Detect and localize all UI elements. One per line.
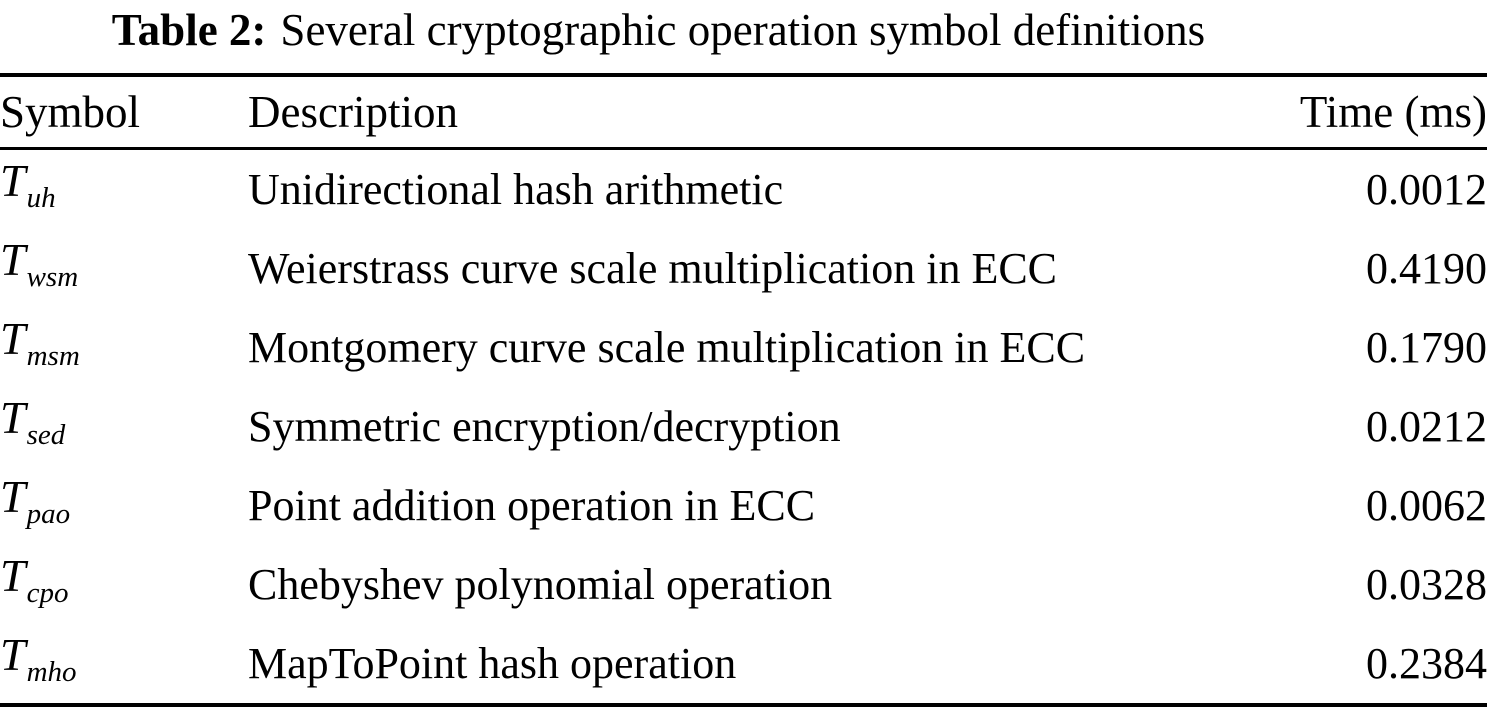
table-row [0,466,1487,545]
header-time: Time (ms) [1247,75,1487,149]
symbol-base: T [0,550,26,601]
time-cell: 0.0328 [1366,559,1487,609]
symbol-base: T [0,313,26,364]
symbol-base: T [0,629,26,680]
crypto-operations-table [0,73,1487,707]
time-cell: 0.0062 [1366,480,1487,530]
symbol-subscript: uh [26,182,56,214]
time-cell: 0.4190 [1366,243,1487,293]
symbol-cell [0,229,248,308]
symbol-cell [0,149,248,230]
header-description: Description [248,75,1247,149]
symbol-subscript: pao [26,498,71,530]
symbol-cell [0,466,248,545]
table-row [0,545,1487,624]
description-cell: Weierstrass curve scale multiplication in ECC [248,243,1058,293]
symbol-subscript: sed [26,419,66,451]
description-cell: Unidirectional hash arithmetic [248,164,784,214]
symbol-base: T [0,234,26,285]
table-row [0,229,1487,308]
table-row [0,624,1487,705]
description-cell: Montgomery curve scale multiplication in ECC [248,322,1086,372]
table-caption-text: Several cryptographic operation symbol definitions [280,5,1206,55]
table-caption [0,0,1487,57]
table-row [0,308,1487,387]
symbol-subscript: wsm [26,261,79,293]
description-cell: Point addition operation in ECC [248,480,816,530]
symbol-cell [0,308,248,387]
time-cell: 0.2384 [1366,638,1487,688]
description-cell: MapToPoint hash operation [248,638,737,688]
symbol-subscript: mho [26,656,77,688]
table-row [0,149,1487,230]
time-cell: 0.0212 [1366,401,1487,451]
symbol-cell [0,387,248,466]
symbol-cell [0,624,248,705]
symbol-subscript: msm [26,340,80,372]
symbol-base: T [0,155,26,206]
time-cell: 0.0012 [1366,164,1487,214]
table-row [0,387,1487,466]
symbol-base: T [0,471,26,522]
table-caption-label: Table 2: [111,5,267,55]
time-cell: 0.1790 [1366,322,1487,372]
symbol-subscript: cpo [26,577,69,609]
symbol-base: T [0,392,26,443]
symbol-cell [0,545,248,624]
header-symbol: Symbol [0,75,248,149]
description-cell: Chebyshev polynomial operation [248,559,833,609]
header-row [0,75,1487,149]
description-cell: Symmetric encryption/decryption [248,401,841,451]
